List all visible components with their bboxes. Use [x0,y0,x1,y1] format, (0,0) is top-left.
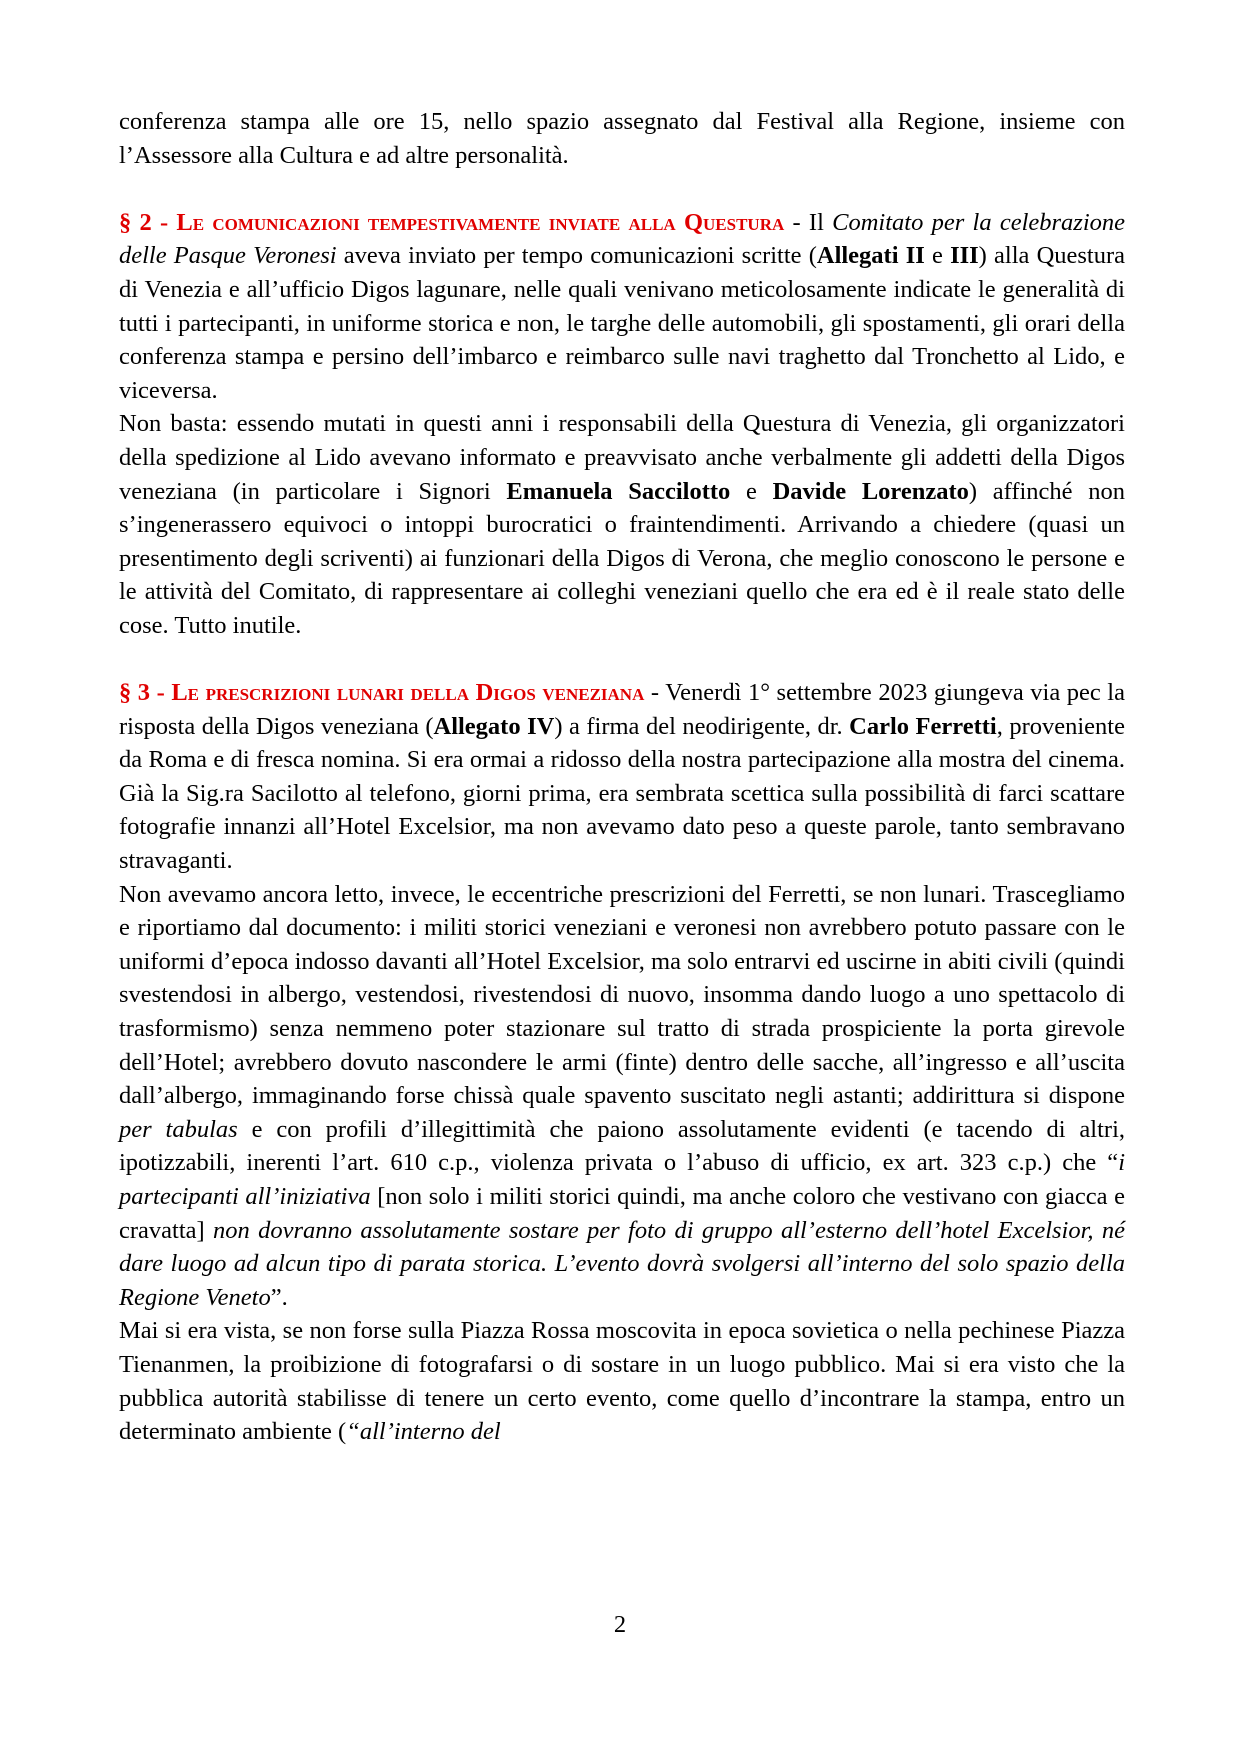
section-2-paragraph-2 [119,407,1125,642]
attachment-ref: Allegati II [816,242,925,270]
latin-phrase: per tabulas [119,1115,238,1143]
quoted-text: “all’interno del [346,1418,501,1446]
text-run: ) alla Questura di Venezia e all’ufficio Digos lagunare, nelle quali venivano meticolosamente indicate le generalità di tutti i partecipanti, in uniforme storica e non, le targhe delle automobili, gli spostamenti, gli orari della conferenza stampa e persino dell’imbarco e reimbarco sulle navi traghetto dal Tronchetto al Lido, e viceversa. [119,242,1126,404]
text-run: e [730,477,773,505]
text-run: e con profili d’illegittimità che paiono assolutamente evidenti (e tacendo di altri, ipotizzabili, inerenti l’art. 610 c.p., violenza privata o l’abuso di ufficio, ex art. 323 c.p.) che “ [119,1115,1126,1177]
intro-paragraph [119,105,1125,172]
text-run: aveva inviato per tempo comunicazioni scritte ( [336,242,817,270]
intro-text: conferenza stampa alle ore 15, nello spazio assegnato dal Festival alla Regione, insieme con l’Assessore alla Cultura e ad altre personalità. [119,108,1125,169]
person-name: Carlo Ferretti [849,712,997,740]
section-3-paragraph-1 [119,676,1125,878]
quoted-text: non dovranno assolutamente sostare per foto di gruppo all’esterno dell’hotel Excelsior, né dare luogo ad alcun tipo di parata storica. L’evento dovrà svolgersi all’interno del solo spazio della Regione Veneto [119,1216,1125,1311]
attachment-ref: Allegato IV [433,712,555,740]
text-run: Mai si era vista, se non forse sulla Piazza Rossa moscovita in epoca sovietica o nella pechinese Piazza Tienanmen, la proibizione di fotografarsi o di sostare in un luogo pubblico. Mai si era visto che la pubblica autorità stabilisse di tenere un certo evento, come quello d’incontrare la stampa, entro un determinato ambiente ( [119,1317,1125,1446]
spacer [119,172,1125,206]
section-3-heading: § 3 - Le prescrizioni lunari della Digos veneziana [119,679,645,707]
section-2-heading: § 2 - Le comunicazioni tempestivamente inviate alla Questura [119,208,785,236]
heading-separator: - Il [784,208,833,236]
person-name: Emanuela Saccilotto [506,477,731,505]
committee-name: Comitato per la celebrazione delle Pasque Veronesi [119,208,1125,270]
spacer [119,643,1125,677]
text-run: , proveniente da Roma e di fresca nomina. Si era ormai a ridosso della nostra partecipazione alla mostra del cinema. Già la Sig.ra Sacilotto al telefono, giorni prima, era sembrata scettica sulla possibilità di farci scattare fotografie innanzi all’Hotel Excelsior, ma non avevamo dato peso a queste parole, tanto sembravano stravaganti. [119,712,1125,875]
text-run: Non avevamo ancora letto, invece, le eccentriche prescrizioni del Ferretti, se non lunari. Trascegliamo e riportiamo dal documento: i militi storici veneziani e veronesi non avrebbero potuto passare con le uniformi d’epoca indosso davanti all’Hotel Excelsior, ma solo entrarvi ed uscirne in abiti civili (quindi svestendosi in albergo, vestendosi, rivestendosi di nuovo, insomma dando luogo a uno spettacolo di trasformismo) senza nemmeno poter stazionare sul tratto di strada prospiciente la porta girevole dell’Hotel; avrebbero dovuto nascondere le armi (finte) dentro delle sacche, all’ingresso e all’uscita dall’albergo, immaginando forse chissà quale spavento suscitato negli astanti; addirittura si dispone [119,880,1125,1110]
text-run: - Venerdì 1° settembre 2023 giungeva via pec la risposta della Digos veneziana ( [119,679,1125,740]
text-run: [non solo i militi storici quindi, ma anche coloro che vestivano con giacca e cravatta] [119,1183,1126,1244]
section-3-paragraph-3 [119,1314,1125,1448]
section-2-paragraph-1 [119,206,1125,408]
text-run: e [924,242,951,270]
text-run: ”. [270,1283,288,1311]
quoted-text: i partecipanti all’iniziativa [119,1149,1125,1210]
attachment-ref: III [950,242,979,270]
text-run: ) affinché non s’ingenerassero equivoci o intoppi burocratici o fraintendimenti. Arrivando a chiedere (quasi un presentimento degli scriventi) ai funzionari della Digos di Verona, che meglio conoscono le persone e le attività del Comitato, di rappresentare ai colleghi veneziani quello che era ed è il reale stato delle cose. Tutto inutile. [119,477,1125,639]
section-3-paragraph-2 [119,878,1125,1315]
page-number: 2 [613,1611,627,1638]
text-run: ) a firma del neodirigente, dr. [554,712,850,740]
text-run: Non basta: essendo mutati in questi anni i responsabili della Questura di Venezia, gli organizzatori della spedizione al Lido avevano informato e preavvisato anche verbalmente gli addetti della Digos veneziana (in particolare i Signori [119,410,1125,505]
person-name: Davide Lorenzato [772,477,969,505]
document-page [119,105,1125,1449]
